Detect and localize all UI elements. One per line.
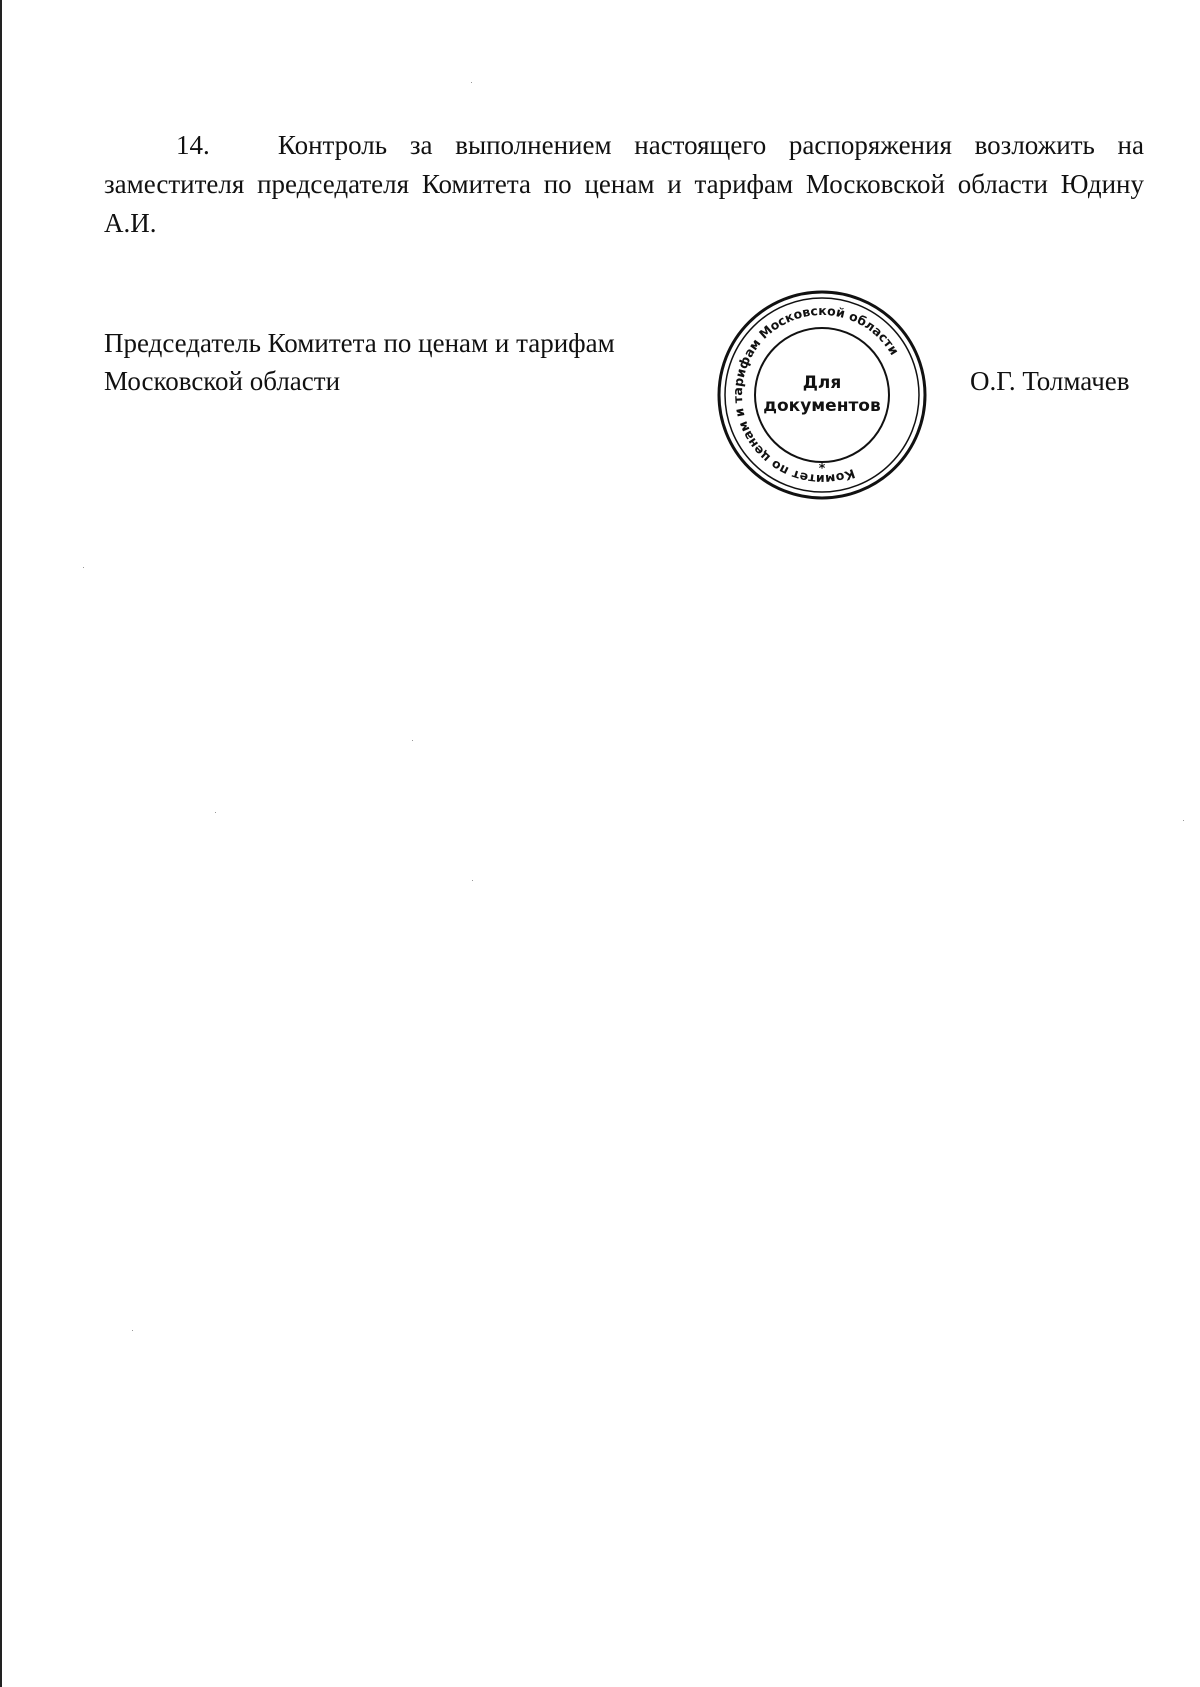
stamp-center-line-2: документов [763, 396, 881, 416]
position-line-2: Московской области [104, 366, 341, 396]
signature-position [104, 324, 664, 400]
scan-speck [1183, 820, 1184, 821]
stamp-center-line-1: Для [802, 373, 842, 393]
scan-speck [412, 740, 413, 741]
stamp-ring-text: Комитет по ценам и тарифам Московской области [729, 302, 903, 488]
stamp-seal [712, 285, 932, 505]
stamp-inner-ring [755, 328, 889, 462]
position-line-1: Председатель Комитета по ценам и тарифам [104, 328, 615, 358]
scan-speck [472, 880, 473, 881]
stamp-star: * [818, 460, 826, 475]
scan-speck [83, 567, 84, 568]
paragraph-text: Контроль за выполнением настоящего распоряжения возложить на заместителя председателя Комитета по ценам и тарифам Московской области Юдину А.И. [104, 130, 1144, 238]
scan-speck [215, 812, 216, 813]
paragraph-number: 14. [176, 130, 210, 160]
scan-speck [471, 82, 472, 83]
scan-edge [0, 0, 2, 1687]
scan-speck [132, 1330, 133, 1331]
official-stamp [712, 285, 932, 505]
signer-name: О.Г. Толмачев [970, 366, 1130, 396]
paragraph-14 [104, 126, 1144, 243]
